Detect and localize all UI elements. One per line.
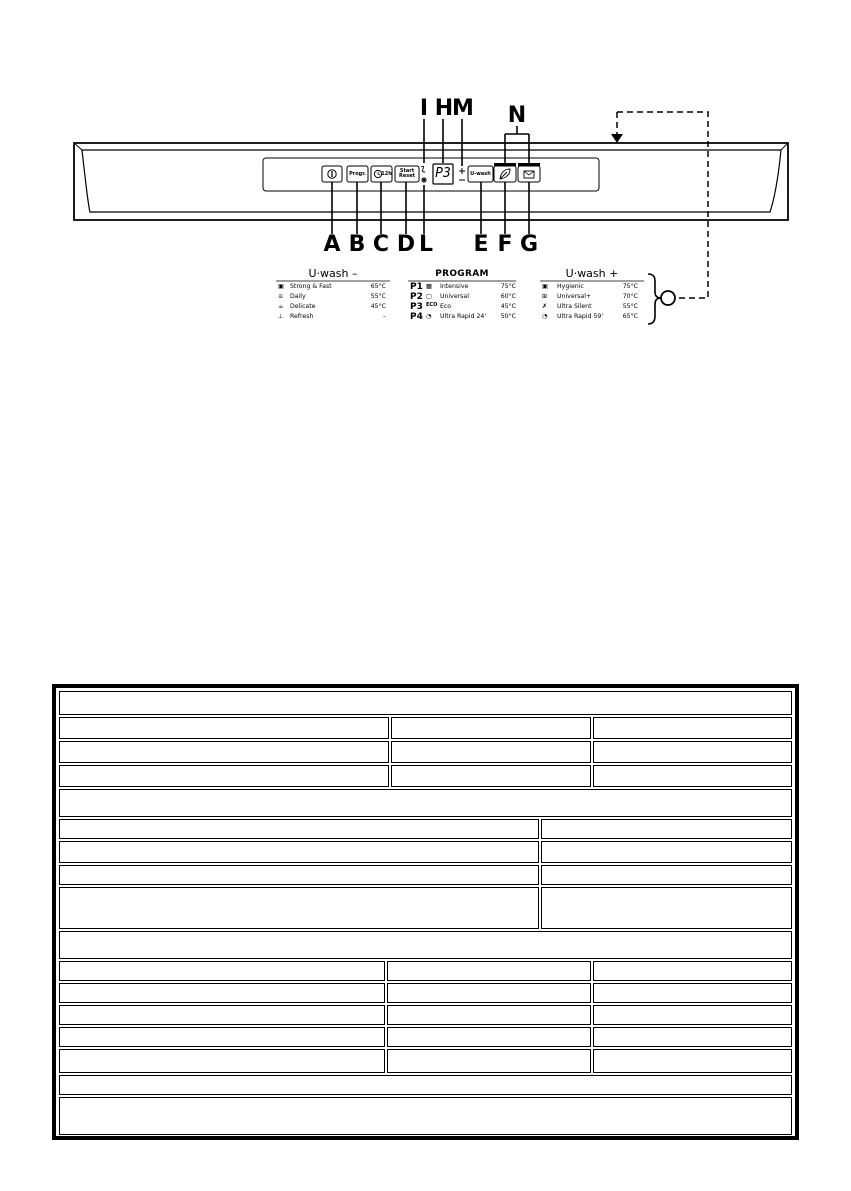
list-item xyxy=(410,282,516,292)
arrow-head xyxy=(611,134,623,143)
callout-e: E xyxy=(473,232,489,257)
table-cell xyxy=(593,717,792,739)
table-footer-cell xyxy=(59,1097,792,1135)
uwash-minus-title: U·wash – xyxy=(308,267,358,280)
table-cell xyxy=(59,865,539,885)
program-title: PROGRAM xyxy=(435,269,489,279)
list-item xyxy=(542,302,638,312)
start-reset-button[interactable]: Start Reset xyxy=(399,168,415,179)
program-name: Ultra Silent xyxy=(557,303,592,310)
table-cell xyxy=(59,961,385,981)
table-header-cell xyxy=(59,691,792,715)
table-cell xyxy=(593,1005,792,1025)
table-cell xyxy=(387,1005,591,1025)
program-temp: 45°C xyxy=(370,303,386,310)
refresh-icon: ⊥ xyxy=(278,313,284,320)
program-temp: 45°C xyxy=(500,303,516,310)
program-name: Intensive xyxy=(440,283,469,290)
program-temp: 55°C xyxy=(622,303,638,310)
program-code: P1 xyxy=(410,282,423,292)
table-cell xyxy=(59,1049,385,1073)
callout-d: D xyxy=(396,232,416,257)
table-cell xyxy=(541,887,792,929)
table-cell xyxy=(59,1005,385,1025)
callout-m: M xyxy=(452,96,474,121)
program-name: Delicate xyxy=(290,303,316,310)
callout-b: B xyxy=(348,232,366,257)
control-window xyxy=(263,158,599,191)
curly-brace xyxy=(648,274,661,324)
panel-inner-curve xyxy=(82,150,781,212)
leaf-icon xyxy=(500,169,510,179)
list-item xyxy=(278,312,386,322)
tablet-button-outline xyxy=(518,166,540,182)
table-cell xyxy=(391,741,591,763)
table-footer-cell xyxy=(59,1075,792,1095)
callout-l: L xyxy=(418,232,434,257)
list-item xyxy=(410,292,516,302)
program-name: Universal xyxy=(440,293,469,300)
program-temp: 75°C xyxy=(622,283,638,290)
program-name: Ultra Rapid 24' xyxy=(440,313,487,320)
callout-i: I xyxy=(419,96,429,121)
table-header-cell xyxy=(59,931,792,959)
delicate-icon: ☕ xyxy=(278,303,284,310)
table-cell xyxy=(593,1027,792,1047)
program-temp: 50°C xyxy=(500,313,516,320)
program-temp: 60°C xyxy=(500,293,516,300)
program-display: P3 xyxy=(435,166,451,181)
table-cell xyxy=(387,961,591,981)
table-cell xyxy=(59,741,389,763)
program-code: P3 xyxy=(410,302,423,312)
program-name: Ultra Rapid 59' xyxy=(557,313,604,320)
list-item xyxy=(542,312,638,322)
empty-table xyxy=(52,684,799,1140)
program-code: P2 xyxy=(410,292,423,302)
program-name: Daily xyxy=(290,293,306,300)
table-cell xyxy=(59,887,539,929)
table-cell xyxy=(391,717,591,739)
callout-f: F xyxy=(497,232,513,257)
list-item xyxy=(542,282,638,292)
table-cell xyxy=(387,983,591,1003)
table-cell xyxy=(593,1049,792,1073)
strong-fast-icon: ▣ xyxy=(278,283,284,290)
ultra-silent-icon: ✗ xyxy=(542,303,548,310)
uwash-plus-title: U·wash + xyxy=(565,267,619,280)
program-temp: 70°C xyxy=(622,293,638,300)
table-cell xyxy=(59,765,389,787)
salt-indicator xyxy=(421,166,425,172)
table-cell xyxy=(541,865,792,885)
program-temp: 65°C xyxy=(622,313,638,320)
table-cell xyxy=(387,1027,591,1047)
callout-a: A xyxy=(323,232,341,257)
program-code: P4 xyxy=(410,312,423,322)
program-name: Refresh xyxy=(290,313,314,320)
ultra-rapid-icon: ◔ xyxy=(426,313,432,320)
table-cell xyxy=(593,983,792,1003)
list-item xyxy=(278,292,386,302)
program-temp: 75°C xyxy=(500,283,516,290)
list-item xyxy=(278,282,386,292)
callout-c: C xyxy=(372,232,390,257)
table-cell xyxy=(59,983,385,1003)
program-name: Strong & Fast xyxy=(290,283,332,290)
list-item xyxy=(542,292,638,302)
marker-circle xyxy=(661,291,675,305)
program-temp: – xyxy=(382,313,386,320)
callout-n: N xyxy=(507,103,527,128)
list-item xyxy=(410,312,516,322)
callout-h: H xyxy=(434,96,454,121)
hygienic-icon: ▣ xyxy=(542,283,548,290)
ultra-rapid-59-icon: ◔ xyxy=(542,313,548,320)
program-temp: 65°C xyxy=(370,283,386,290)
table-cell xyxy=(593,765,792,787)
list-item xyxy=(278,302,386,312)
universal-plus-icon: ⊞ xyxy=(542,293,548,300)
daily-icon: ≡ xyxy=(278,293,284,300)
table-cell xyxy=(391,765,591,787)
table-cell xyxy=(541,819,792,839)
table-cell xyxy=(387,1049,591,1073)
uwash-button[interactable]: U-wash xyxy=(470,171,491,177)
table-cell xyxy=(59,1027,385,1047)
table-cell xyxy=(593,741,792,763)
prog-button[interactable]: Progr. xyxy=(349,171,366,177)
panel-outline xyxy=(74,143,788,220)
program-name: Hygienic xyxy=(557,283,584,290)
table-cell xyxy=(593,961,792,981)
table-cell xyxy=(59,717,389,739)
rinse-aid-indicator xyxy=(421,177,427,183)
program-name: Eco xyxy=(440,303,452,310)
callout-g: G xyxy=(519,232,539,257)
table-cell xyxy=(59,841,539,863)
delay-button[interactable]: 12h xyxy=(381,171,392,177)
universal-icon: ▢ xyxy=(426,293,432,300)
table-cell xyxy=(59,819,539,839)
table-cell xyxy=(541,841,792,863)
eco-icon: ECO xyxy=(426,302,438,308)
list-item xyxy=(410,302,516,312)
program-temp: 55°C xyxy=(370,293,386,300)
table-header-cell xyxy=(59,789,792,817)
program-name: Universal+ xyxy=(557,293,592,300)
intensive-icon: ▦ xyxy=(426,283,432,290)
